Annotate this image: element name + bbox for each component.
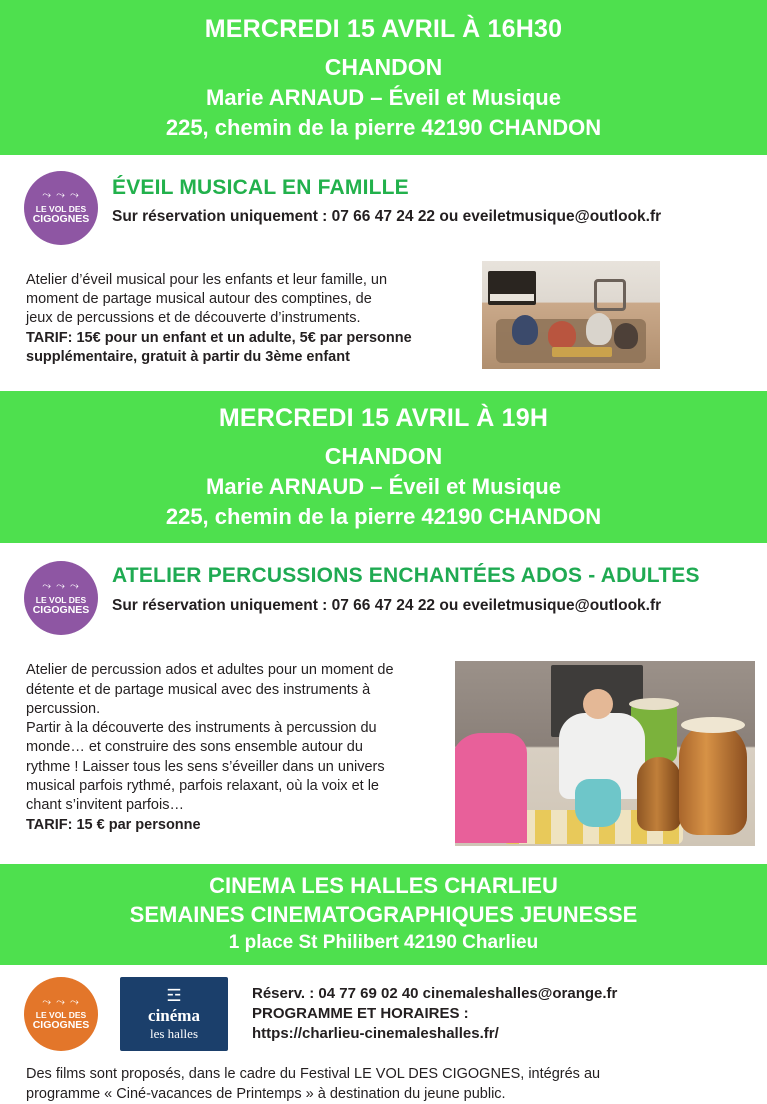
spacer <box>0 369 767 391</box>
event1-banner-organizer: Marie ARNAUD – Éveil et Musique <box>206 85 561 111</box>
cinema-banner <box>0 864 767 965</box>
stool-shape <box>594 279 626 311</box>
djembe-small-shape <box>637 757 681 831</box>
person-pink-shape <box>455 733 527 843</box>
event2-description <box>26 661 445 835</box>
event2-header-text <box>98 559 700 615</box>
event1-desc-line: jeux de percussions et de découverte d’instruments. <box>26 310 361 327</box>
event1-title: ÉVEIL MUSICAL EN FAMILLE <box>112 175 409 199</box>
event2-desc-line: Atelier de percussion ados et adultes pour un moment de <box>26 662 394 679</box>
event1-header-text <box>98 169 661 227</box>
event2-tarif: TARIF: 15 € par personne <box>26 816 201 833</box>
cinema-banner-line-2: SEMAINES CINEMATOGRAPHIQUES JEUNESSE <box>129 901 638 927</box>
event2-banner <box>0 391 767 544</box>
instrument-shape <box>552 347 612 357</box>
event2-desc-line: monde… et construire des sons ensemble autour du <box>26 739 363 756</box>
cinema-logo-line-1: cinéma <box>148 1005 200 1025</box>
logo-line-2: CIGOGNES <box>32 603 90 616</box>
cinema-banner-line-1: CINEMA LES HALLES CHARLIEU <box>209 873 558 899</box>
event1-banner-date: MERCREDI 15 AVRIL À 16H30 <box>204 15 563 43</box>
cinema-note-line: Des films sont proposés, dans le cadre du Festival LE VOL DES CIGOGNES, intégrés au <box>26 1066 601 1083</box>
child-shape <box>614 323 638 349</box>
logo-line-1: LE VOL DES <box>35 1010 87 1021</box>
event2-banner-date: MERCREDI 15 AVRIL À 19H <box>218 403 549 432</box>
spacer <box>0 846 767 864</box>
held-drum-shape <box>575 779 621 827</box>
event2-body <box>0 635 767 846</box>
event2-photo <box>455 661 755 846</box>
piano-shape <box>488 271 536 305</box>
event2-desc-line: détente et de partage musical avec des instruments à <box>26 681 371 698</box>
event1-reservation: Sur réservation uniquement : 07 66 47 24 22 ou eveiletmusique@outlook.fr <box>112 207 662 225</box>
cinema-website-link[interactable]: https://charlieu-cinemaleshalles.fr/ <box>252 1025 499 1043</box>
event1-banner-town: CHANDON <box>324 54 443 81</box>
cinema-banner-line-3: 1 place St Philibert 42190 Charlieu <box>228 931 539 953</box>
logo-line-2: CIGOGNES <box>32 212 90 225</box>
event1-header <box>0 155 767 245</box>
event2-banner-town: CHANDON <box>324 442 443 469</box>
logo-line-1: LE VOL DES <box>35 594 87 605</box>
djembe-large-shape <box>679 723 747 835</box>
event1-body <box>0 245 767 369</box>
cinema-logo-line-2: les halles <box>149 1025 198 1041</box>
cinema-contact-line: Réserv. : 04 77 69 02 40 cinemaleshalles@orange.fr <box>252 985 618 1003</box>
event2-banner-organizer: Marie ARNAUD – Éveil et Musique <box>206 473 561 499</box>
vol-des-cigognes-logo-orange <box>24 977 98 1051</box>
event1-banner <box>0 0 767 155</box>
event2-reservation: Sur réservation uniquement : 07 66 47 24 22 ou eveiletmusique@outlook.fr <box>112 596 662 614</box>
storks-icon: ⤳ ⤳ ⤳ <box>42 995 80 1008</box>
child-shape <box>548 321 576 349</box>
event1-desc-line: moment de partage musical autour des comptines, de <box>26 290 372 307</box>
event1-desc-line: Atelier d’éveil musical pour les enfants et leur famille, un <box>26 271 388 288</box>
storks-icon: ⤳ ⤳ ⤳ <box>42 580 80 593</box>
event2-desc-line: Partir à la découverte des instruments à percussion du <box>26 720 377 737</box>
cinema-contact-line: PROGRAMME ET HORAIRES : <box>252 1005 469 1023</box>
temple-building-icon: ☲ <box>166 985 182 1005</box>
event2-desc-line: percussion. <box>26 700 101 717</box>
cinema-note-line: programme « Ciné-vacances de Printemps » à destination du jeune public. <box>26 1085 506 1102</box>
event1-photo <box>482 261 660 369</box>
child-shape <box>512 315 538 345</box>
event1-tarif-line: TARIF: 15€ pour un enfant et un adulte, 5€ par personne <box>26 329 412 346</box>
storks-icon: ⤳ ⤳ ⤳ <box>42 189 80 202</box>
event1-tarif-line: supplémentaire, gratuit à partir du 3ème enfant <box>26 348 350 365</box>
event1-banner-address: 225, chemin de la pierre 42190 CHANDON <box>165 114 602 140</box>
event1-description <box>26 261 456 367</box>
event2-title: ATELIER PERCUSSIONS ENCHANTÉES ADOS - ADULTES <box>112 564 700 588</box>
event2-banner-address: 225, chemin de la pierre 42190 CHANDON <box>165 503 602 529</box>
logo-line-1: LE VOL DES <box>35 203 87 214</box>
event2-desc-line: chant s’invitent parfois… <box>26 797 184 814</box>
logo-line-2: CIGOGNES <box>32 1019 90 1032</box>
vol-des-cigognes-logo <box>24 561 98 635</box>
cinema-contact-row <box>0 965 767 1055</box>
event2-header <box>0 543 767 635</box>
cinema-contact-text <box>252 984 617 1043</box>
event2-desc-line: rythme ! Laisser tous les sens s’éveiller dans un univers <box>26 758 385 775</box>
event2-desc-line: musical parfois rythmé, parfois relaxant, où la voix et le <box>26 778 379 795</box>
child-shape <box>586 313 612 345</box>
vol-des-cigognes-logo <box>24 171 98 245</box>
cinema-les-halles-logo <box>120 977 228 1051</box>
